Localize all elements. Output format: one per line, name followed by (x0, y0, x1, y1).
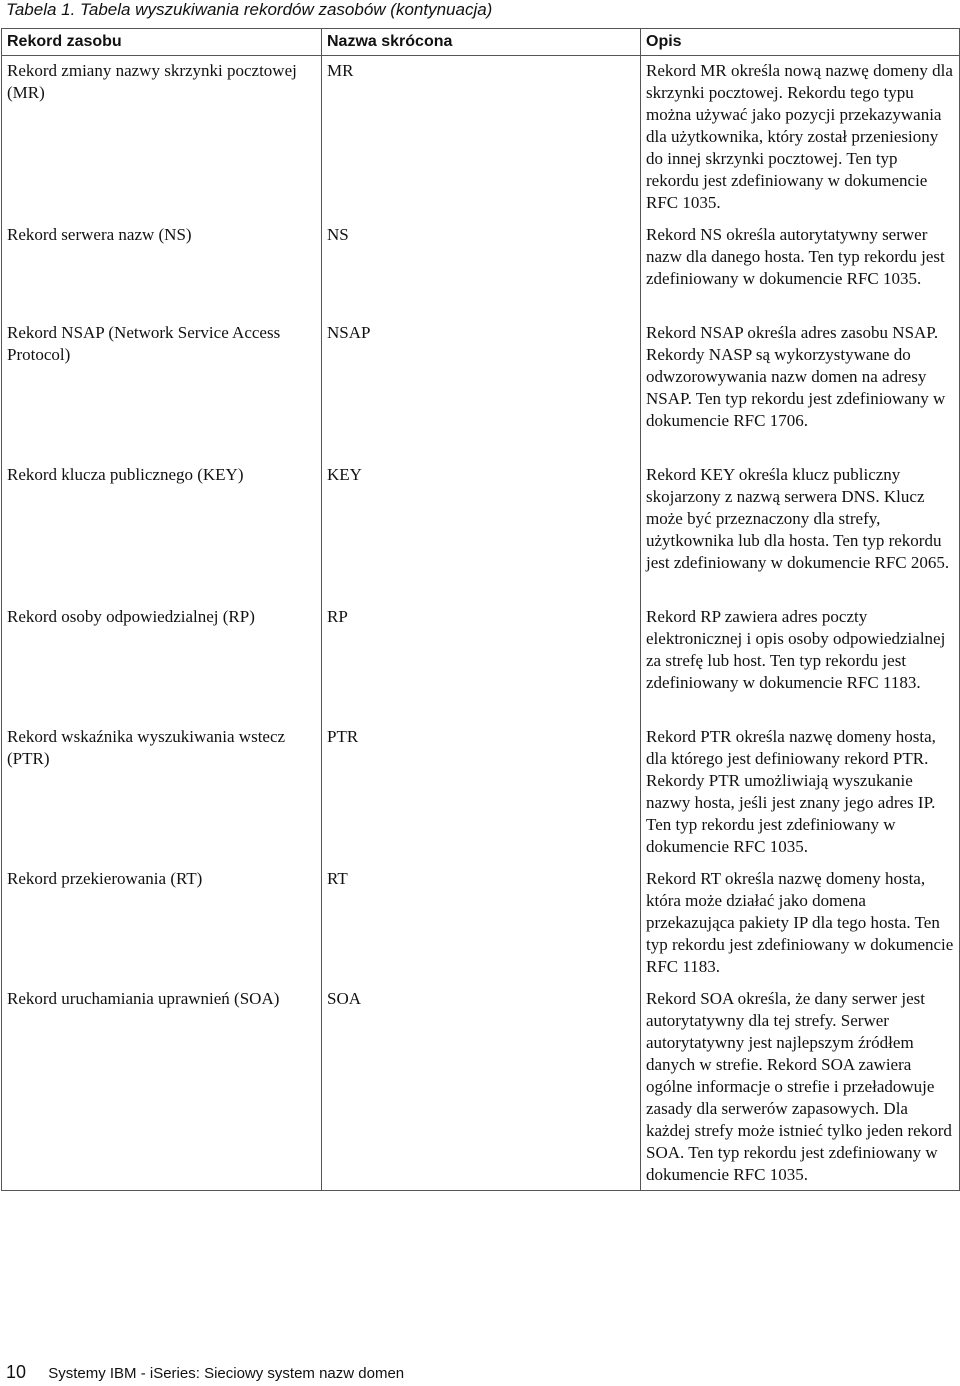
table-caption: Tabela 1. Tabela wyszukiwania rekordów zasobów (kontynuacja) (6, 0, 493, 19)
description-cell: Rekord NSAP określa adres zasobu NSAP. Rekordy NASP są wykorzystywane do odwzorowywania nazw domen na adresy NSAP. Ten typ rekordu jest zdefiniowany w dokumencie RFC 1706. (641, 318, 960, 460)
short-name-cell: RP (322, 602, 641, 722)
table-row (2, 318, 960, 460)
table-row (2, 984, 960, 1191)
short-name-cell: MR (322, 56, 641, 220)
page-number: 10 (6, 1362, 27, 1382)
table-row (2, 460, 960, 602)
short-name-cell: PTR (322, 722, 641, 864)
footer-text: Systemy IBM - iSeries: Sieciowy system nazw domen (48, 1365, 405, 1382)
table-row (2, 56, 960, 220)
description-cell: Rekord PTR określa nazwę domeny hosta, dla którego jest definiowany rekord PTR. Rekordy PTR umożliwiają wyszukanie nazwy hosta, jeśli jest znany jego adres IP. Ten typ rekordu jest zdefiniowany w dokumencie RFC 1035. (641, 722, 960, 864)
record-cell: Rekord zmiany nazwy skrzynki pocztowej (MR) (2, 56, 322, 220)
record-cell: Rekord uruchamiania uprawnień (SOA) (2, 984, 322, 1191)
description-cell: Rekord SOA określa, że dany serwer jest autorytatywny dla tej strefy. Serwer autorytatywny jest najlepszym źródłem danych w strefie. Rekord SOA zawiera ogólne informacje o strefie i przeładowuje zasady dla serwerów zapasowych. Dla każdej strefy może istnieć tylko jeden rekord SOA. Ten typ rekordu jest zdefiniowany w dokumencie RFC 1035. (641, 984, 960, 1191)
table-header-row (2, 29, 960, 56)
record-cell: Rekord serwera nazw (NS) (2, 220, 322, 318)
table-row (2, 220, 960, 318)
header-short-name: Nazwa skrócona (322, 29, 641, 56)
page-footer (6, 1362, 404, 1383)
short-name-cell: NS (322, 220, 641, 318)
description-cell: Rekord NS określa autorytatywny serwer nazw dla danego hosta. Ten typ rekordu jest zdefiniowany w dokumencie RFC 1035. (641, 220, 960, 318)
short-name-cell: KEY (322, 460, 641, 602)
table-row (2, 864, 960, 984)
short-name-cell: NSAP (322, 318, 641, 460)
short-name-cell: RT (322, 864, 641, 984)
description-cell: Rekord RP zawiera adres poczty elektronicznej i opis osoby odpowiedzialnej za strefę lub host. Ten typ rekordu jest zdefiniowany w dokumencie RFC 1183. (641, 602, 960, 722)
description-cell: Rekord KEY określa klucz publiczny skojarzony z nazwą serwera DNS. Klucz może być przeznaczony dla strefy, użytkownika lub dla hosta. Ten typ rekordu jest zdefiniowany w dokumencie RFC 2065. (641, 460, 960, 602)
table-row (2, 722, 960, 864)
record-cell: Rekord osoby odpowiedzialnej (RP) (2, 602, 322, 722)
record-cell: Rekord przekierowania (RT) (2, 864, 322, 984)
record-cell: Rekord NSAP (Network Service Access Protocol) (2, 318, 322, 460)
short-name-cell: SOA (322, 984, 641, 1191)
resource-records-table (1, 28, 960, 1191)
description-cell: Rekord MR określa nową nazwę domeny dla skrzynki pocztowej. Rekordu tego typu można używać jako pozycji przekazywania dla użytkownika, który został przeniesiony do innej skrzynki pocztowej. Ten typ rekordu jest zdefiniowany w dokumencie RFC 1035. (641, 56, 960, 220)
record-cell: Rekord wskaźnika wyszukiwania wstecz (PTR) (2, 722, 322, 864)
record-cell: Rekord klucza publicznego (KEY) (2, 460, 322, 602)
description-cell: Rekord RT określa nazwę domeny hosta, która może działać jako domena przekazująca pakiety IP dla tego hosta. Ten typ rekordu jest zdefiniowany w dokumencie RFC 1183. (641, 864, 960, 984)
header-description: Opis (641, 29, 960, 56)
header-resource-record: Rekord zasobu (2, 29, 322, 56)
table-row (2, 602, 960, 722)
